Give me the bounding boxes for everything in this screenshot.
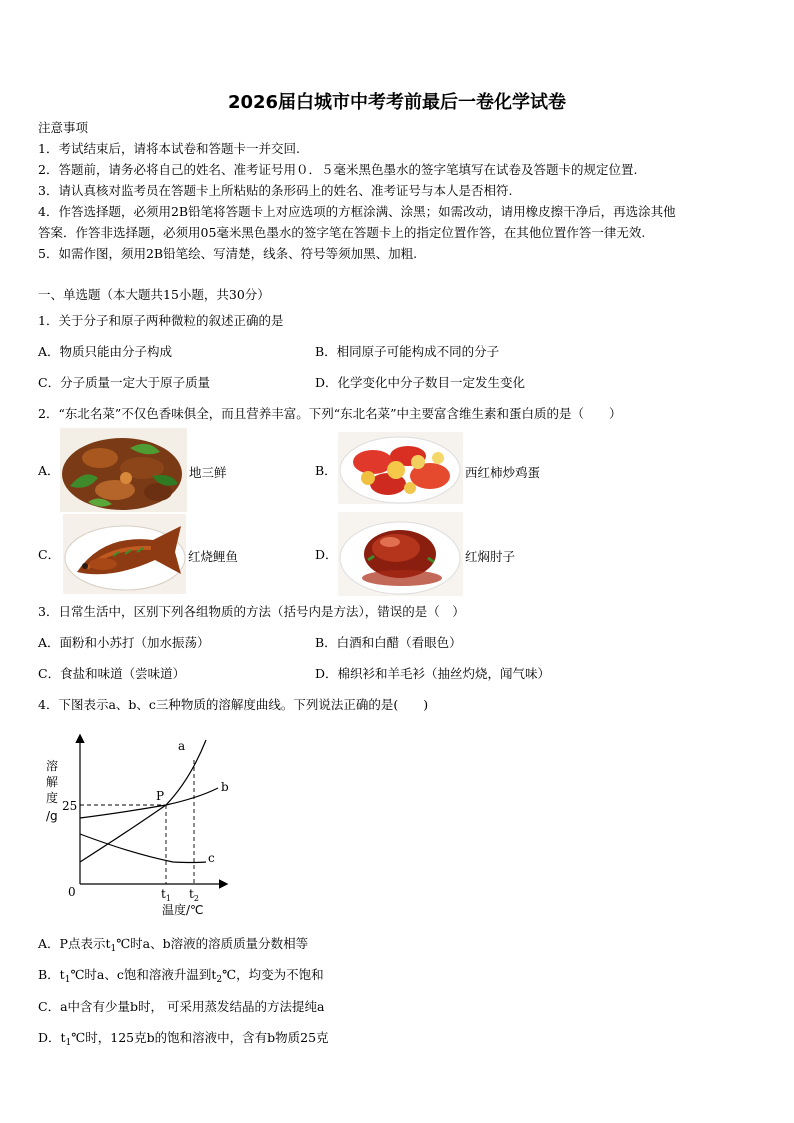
curve-c-label: c [208,851,215,865]
section-heading: 一、单选题（本大题共15小题，共30分） [38,287,270,302]
point-p-label: P [156,789,165,803]
q2-option-c-text: 红烧鲤鱼 [188,549,239,564]
q2-option-a-letter: A． [38,463,60,478]
y-label-4: /g [46,809,58,823]
q4-option-d: D．$t_1℃$时，125克b的饱和溶液中，含有b物质25克 [38,1030,329,1048]
q2-option-d-text: 红焖肘子 [465,549,516,564]
q1-option-c: C．分子质量一定大于原子质量 [38,375,211,390]
y-label-1: 溶 [46,759,59,773]
notice-item: 5．如需作图，须用2B铅笔绘、写清楚，线条、符号等须加黑、加粗. [38,246,418,261]
t2-label: $t_2$ [189,887,199,903]
q4-option-c: C．a中含有少量b时， 可采用蒸发结晶的方法提纯a [38,999,325,1014]
notice-item: 3．请认真核对监考员在答题卡上所粘贴的条形码上的姓名、准考证号与本人是否相符. [38,183,513,198]
food-image-braised-pork-knuckle [338,512,463,596]
x-axis-label: 温度/℃ [162,903,204,917]
curve-a [80,740,206,862]
q3-option-a: A．面粉和小苏打（加水振荡） [38,635,210,650]
curve-c [80,834,206,863]
notice-item: 答案．作答非选择题，必须用05毫米黑色墨水的签字笔在答题卡上的指定位置作答，在其他位置作答一律无效. [38,225,646,240]
q3-option-b: B．白酒和白醋（看眼色） [315,635,462,650]
q2-option-d-letter: D． [315,547,338,562]
q1-option-b: B．相同原子可能构成不同的分子 [315,344,500,359]
notice-item: 4．作答选择题，必须用2B铅笔将答题卡上对应选项的方框涂满、涂黑；如需改动，请用橡皮擦干净后，再选涂其他 [38,204,676,219]
q3-option-d: D．棉织衫和羊毛衫（抽丝灼烧，闻气味） [315,666,551,681]
y-label-2: 解 [46,775,59,789]
y-tick-25: 25 [62,799,78,813]
q2-option-a-text: 地三鲜 [189,465,227,480]
solubility-graph [38,728,238,920]
notice-item: 2．答题前，请务必将自己的姓名、准考证号用０．５毫米黑色墨水的签字笔填写在试卷及答题卡的规定位置. [38,162,638,177]
q2-option-b-letter: B． [315,463,337,478]
food-image-disanxian [60,428,187,512]
curve-a-label: a [178,739,186,753]
t1-label: $t_1$ [161,887,171,903]
notice-item: 1．考试结束后，请将本试卷和答题卡一并交回. [38,141,300,156]
origin-label: 0 [68,885,76,899]
y-label-3: 度 [46,791,59,805]
q4-option-b: B．$t_1℃$时a、c饱和溶液升温到$t_2℃$，均变为不饱和 [38,967,324,985]
q4-option-a: A．P点表示$t_1℃$时a、b溶液的溶质质量分数相等 [38,936,309,954]
question-2-stem: 2．“东北名菜”不仅色香味俱全，而且营养丰富。下列“东北名菜”中主要富含维生素和蛋白质的是（ ） [38,406,622,421]
q1-option-a: A．物质只能由分子构成 [38,344,173,359]
page-title: 2026届白城市中考考前最后一卷化学试卷 [227,92,567,113]
q1-option-d: D．化学变化中分子数目一定发生变化 [315,375,526,390]
q2-option-b-text: 西红柿炒鸡蛋 [465,465,541,480]
notice-heading: 注意事项 [38,120,89,135]
q3-option-c: C．食盐和味道（尝味道） [38,666,186,681]
curve-b-label: b [221,780,229,794]
question-3-stem: 3．日常生活中，区别下列各组物质的方法（括号内是方法），错误的是（ ） [38,604,465,619]
food-image-braised-carp [63,514,186,594]
q2-option-c-letter: C． [38,547,61,562]
question-4-stem: 4．下图表示a、b、c三种物质的溶解度曲线。下列说法正确的是( ) [38,697,429,712]
food-image-tomato-egg [338,432,463,504]
curve-b [80,788,218,818]
question-1-stem: 1．关于分子和原子两种微粒的叙述正确的是 [38,313,284,328]
